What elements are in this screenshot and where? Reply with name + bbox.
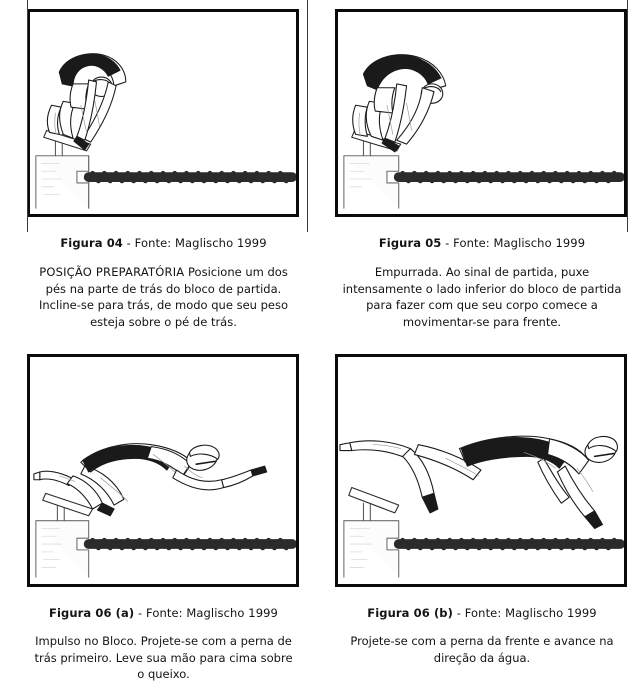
figure-label: Figura 04	[60, 236, 123, 250]
swimmer-launching-off-block-illustration	[30, 357, 296, 584]
figure-description-figura-06a	[27, 633, 300, 683]
illustration-frame-figura-06b	[335, 354, 627, 587]
figure-label: Figura 06 (b)	[367, 606, 453, 620]
description-lead-caps: POSIÇÃO PREPARATÓRIA	[39, 265, 185, 279]
description-body: Impulso no Bloco. Projete-se com a perna de trás primeiro. Leve sua mão para cima sobre o queixo.	[34, 634, 293, 681]
figure-source: - Fonte: Maglischo 1999	[441, 236, 586, 250]
figure-caption-figura-05	[335, 236, 629, 250]
figure-description-figura-06b	[335, 633, 629, 666]
figure-caption-figura-06b	[335, 606, 629, 620]
table-rule-left	[27, 0, 28, 232]
swimmer-streamlined-in-flight-illustration	[338, 357, 624, 584]
illustration-frame-figura-05	[335, 9, 627, 217]
description-body: Empurrada. Ao sinal de partida, puxe intensamente o lado inferior do bloco de partida para fazer com que seu corpo comece a movimentar-se para frente.	[342, 265, 622, 329]
figure-caption-figura-06a	[27, 606, 300, 620]
illustration-frame-figura-04	[27, 9, 299, 217]
panel-figura-04	[0, 0, 320, 345]
table-rule-right	[627, 0, 628, 232]
table-rule-middle	[307, 0, 308, 232]
panel-figura-05	[320, 0, 641, 345]
panel-figura-06b	[320, 345, 641, 665]
figure-label: Figura 05	[378, 236, 442, 250]
swimmer-pulling-forward-on-block-illustration	[338, 12, 624, 214]
figure-source: - Fonte: Maglischo 1999	[134, 606, 278, 620]
description-body: Posicione um dos pés na parte de trás do bloco de partida. Incline-se para trás, de modo que seu peso esteja sobre o pé de trás.	[39, 265, 288, 329]
description-body: Projete-se com a perna da frente e avance na direção da água.	[350, 634, 614, 665]
swimmer-crouched-on-starting-block-illustration	[30, 12, 296, 214]
figure-source: - Fonte: Maglischo 1999	[452, 606, 597, 620]
figure-description-figura-05	[335, 264, 629, 330]
panel-figura-06a	[0, 345, 320, 681]
figure-label: Figura 06 (a)	[49, 606, 135, 620]
figure-description-figura-04	[27, 264, 300, 330]
figure-caption-figura-04	[27, 236, 300, 250]
figure-source: - Fonte: Maglischo 1999	[122, 236, 267, 250]
illustration-frame-figura-06a	[27, 354, 299, 587]
